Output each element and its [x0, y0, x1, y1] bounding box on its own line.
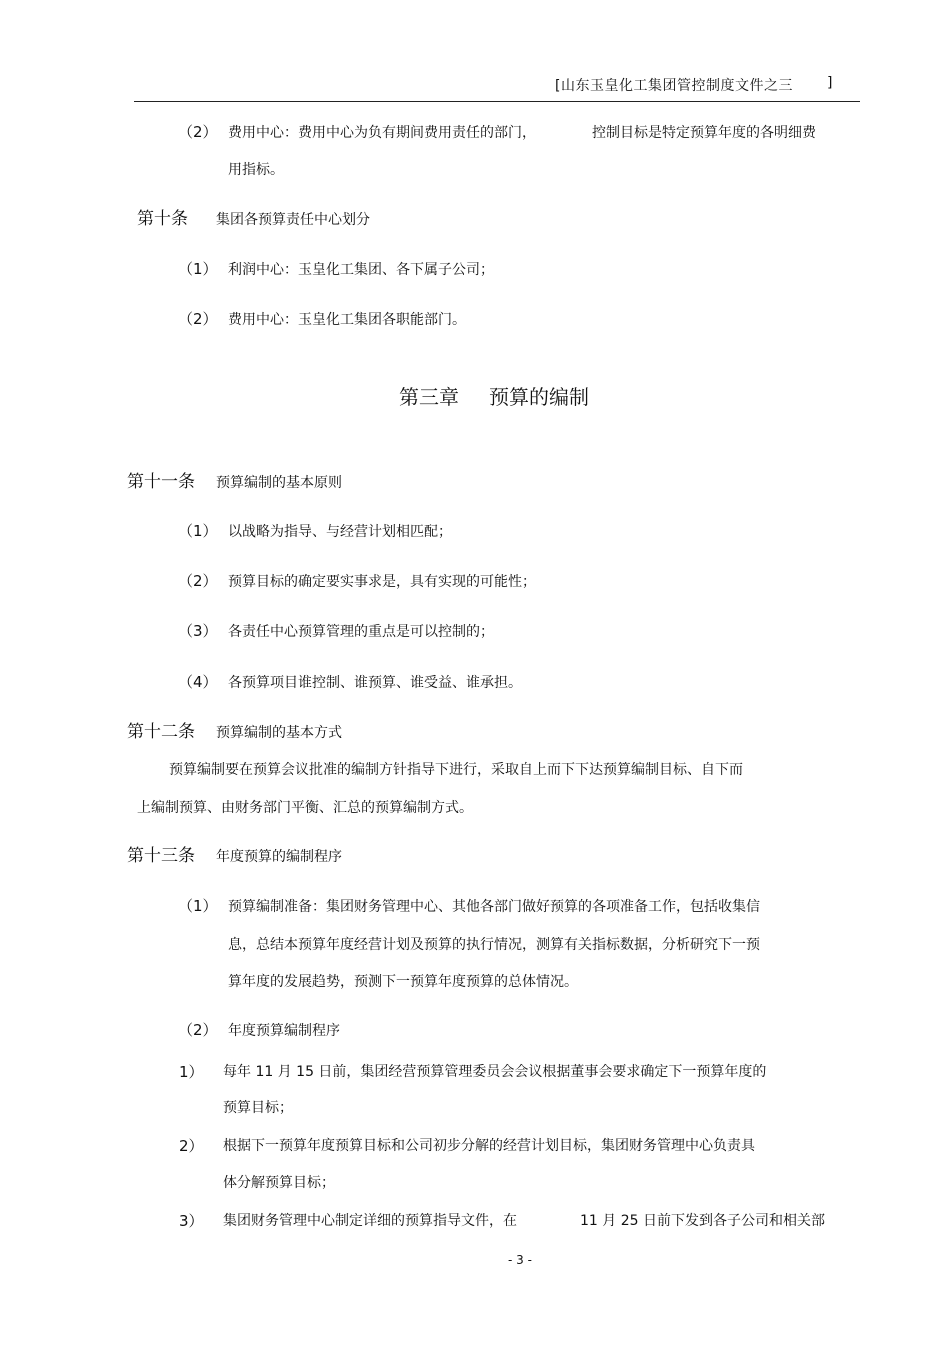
list-number: （2）: [178, 572, 218, 590]
step-text: 预算目标；: [223, 1100, 293, 1116]
list-item: 预算目标的确定要实事求是，具有实现的可能性；: [228, 574, 536, 590]
list-number: （1）: [178, 260, 218, 278]
article-title: 集团各预算责任中心划分: [216, 212, 370, 228]
paragraph-text: 预算编制准备：集团财务管理中心、其他各部门做好预算的各项准备工作，包括收集信: [228, 899, 760, 915]
list-number: （2）: [178, 310, 218, 328]
list-number: （1）: [178, 522, 218, 540]
list-item: 各责任中心预算管理的重点是可以控制的；: [228, 624, 494, 640]
list-number: （1）: [178, 897, 218, 915]
step-text: 根据下一预算年度预算目标和公司初步分解的经营计划目标，集团财务管理中心负责具: [223, 1138, 755, 1154]
step-text: 体分解预算目标；: [223, 1175, 335, 1191]
article-label: 第十条: [137, 209, 188, 229]
list-number: （2）: [178, 123, 218, 141]
article-label: 第十二条: [127, 722, 195, 742]
page-number: - 3 -: [508, 1253, 532, 1267]
article-title: 预算编制的基本原则: [216, 475, 342, 491]
paragraph-text: 控制目标是特定预算年度的各明细费: [592, 125, 816, 141]
step-number: 2）: [179, 1137, 204, 1155]
paragraph-text: 费用中心：费用中心为负有期间费用责任的部门，: [228, 125, 536, 141]
step-text: 集团财务管理中心制定详细的预算指导文件，在: [223, 1213, 517, 1229]
article-title: 年度预算的编制程序: [216, 849, 342, 865]
paragraph-text: 算年度的发展趋势，预测下一预算年度预算的总体情况。: [228, 974, 578, 990]
paragraph-text: 息，总结本预算年度经营计划及预算的执行情况，测算有关指标数据，分析研究下一预: [228, 937, 760, 953]
paragraph-text: 用指标。: [228, 162, 284, 178]
chapter-label: 第三章: [399, 385, 459, 409]
article-label: 第十一条: [127, 472, 195, 492]
paragraph-text: 预算编制要在预算会议批准的编制方针指导下进行，采取自上而下下达预算编制目标、自下而: [169, 762, 743, 778]
header-close-bracket: ]: [827, 75, 833, 91]
step-number: 3）: [179, 1212, 204, 1230]
list-number: （4）: [178, 673, 218, 691]
list-item: 利润中心：玉皇化工集团、各下属子公司；: [228, 262, 494, 278]
article-label: 第十三条: [127, 846, 195, 866]
list-item: 年度预算编制程序: [228, 1023, 340, 1039]
list-number: （3）: [178, 622, 218, 640]
list-number: （2）: [178, 1021, 218, 1039]
header-divider: [134, 101, 860, 102]
chapter-title: 预算的编制: [489, 385, 589, 409]
paragraph-text: 上编制预算、由财务部门平衡、汇总的预算编制方式。: [137, 800, 473, 816]
header-title: [山东玉皇化工集团管控制度文件之三: [555, 78, 793, 94]
list-item: 各预算项目谁控制、谁预算、谁受益、谁承担。: [228, 675, 522, 691]
list-item: 费用中心：玉皇化工集团各职能部门。: [228, 312, 466, 328]
step-text: 每年 11 月 15 日前，集团经营预算管理委员会会议根据董事会要求确定下一预算年度的: [223, 1064, 767, 1080]
article-title: 预算编制的基本方式: [216, 725, 342, 741]
step-text: 11 月 25 日前下发到各子公司和相关部: [580, 1213, 825, 1229]
list-item: 以战略为指导、与经营计划相匹配；: [228, 524, 452, 540]
step-number: 1）: [179, 1063, 204, 1081]
